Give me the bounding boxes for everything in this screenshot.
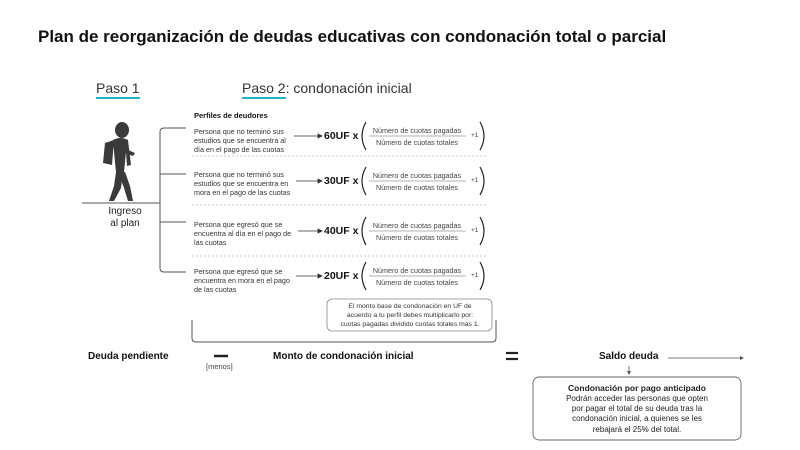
profile-2-text (194, 170, 302, 197)
plus-one-4: +1 (471, 272, 479, 279)
person-walking-icon (103, 122, 135, 201)
profile-2-line2: estudios que se encuentra en (194, 179, 289, 188)
plus-one-2: +1 (471, 177, 479, 184)
fraction-2-denominator: Número de cuotas totales (376, 183, 458, 192)
fraction-2-numerator: Número de cuotas pagadas (372, 171, 462, 180)
monto-condonacion-label: Monto de condonación inicial (273, 351, 414, 362)
fraction-3-numerator: Número de cuotas pagadas (372, 221, 462, 230)
anticipado-content (535, 383, 739, 435)
anticipado-line2: por pagar el total de su deuda tras la (571, 404, 703, 414)
anticipado-line4: rebajará el 25% del total. (592, 424, 682, 434)
profile-3-amount: 40UF x (324, 225, 359, 237)
paren-left-1 (362, 122, 366, 150)
plus-one-1: +1 (471, 132, 479, 139)
anticipado-line1: Podrán acceder las personas que opten (566, 394, 708, 403)
paren-left-2 (362, 167, 366, 195)
note-line2: acuerdo a tu perfil debes multiplicarlo por: (346, 312, 474, 319)
step-2-rest: : condonación inicial (285, 80, 412, 96)
profile-2-line1: Persona que no terminó sus (194, 170, 284, 179)
profile-1-amount: 60UF x (324, 130, 359, 142)
minus-label: [menos] (206, 362, 233, 371)
arrow-head-4 (318, 274, 322, 278)
profile-1-line2: estudios que se encuentra al (194, 136, 286, 145)
fraction-1-denominator: Número de cuotas totales (376, 138, 458, 147)
paren-right-3 (480, 217, 484, 245)
anticipado-line3: condonación inicial, a quienes se les (572, 414, 702, 424)
profile-4-text (194, 267, 302, 294)
profile-1-text (194, 127, 299, 154)
person-label-line2: al plan (110, 218, 140, 229)
arrow-head-1 (318, 134, 322, 138)
profile-4-line3: de las cuotas (194, 285, 237, 294)
profile-1-line1: Persona que no terminó sus (194, 127, 284, 136)
paren-right-2 (480, 167, 484, 195)
deuda-pendiente-label: Deuda pendiente (88, 351, 169, 362)
profile-3-text (194, 220, 304, 247)
profile-1-line3: día en el pago de las cuotas (194, 145, 284, 154)
profile-3-line1: Persona que egresó que se (194, 220, 283, 229)
fraction-3-denominator: Número de cuotas totales (376, 233, 458, 242)
step-1-text: Paso 1 (96, 80, 140, 99)
anticipado-title: Condonación por pago anticipado (568, 383, 706, 393)
person-label (100, 206, 150, 230)
paren-left-3 (362, 217, 366, 245)
paren-left-4 (362, 262, 366, 290)
profile-4-line2: encuentra en mora en el pago (194, 276, 290, 285)
profile-4-line1: Persona que egresó que se (194, 267, 283, 276)
note-text (330, 302, 490, 329)
arrow-head-2 (318, 179, 322, 183)
arrow-head-3 (318, 229, 322, 233)
branch-4 (160, 268, 186, 272)
down-arrow-head (627, 371, 631, 375)
branch-1 (160, 128, 186, 132)
profile-2-line3: mora en el pago de las cuotas (194, 188, 291, 197)
note-line1: El monto base de condonación en UF de (348, 303, 472, 310)
paren-right-1 (480, 122, 484, 150)
profile-3-line2: encuentra al día en el pago de (194, 229, 292, 238)
page-title: Plan de reorganización de deudas educativas con condonación total o parcial (38, 27, 667, 46)
profile-4-amount: 20UF x (324, 270, 359, 282)
paren-right-4 (480, 262, 484, 290)
profile-2-amount: 30UF x (324, 175, 359, 187)
fraction-4-denominator: Número de cuotas totales (376, 278, 458, 287)
profile-3-line3: las cuotas (194, 238, 227, 247)
saldo-arrow-head (740, 356, 744, 360)
saldo-deuda-label: Saldo deuda (599, 351, 659, 362)
step-2-prefix: Paso 2 (242, 80, 286, 99)
note-line3: cuotas pagadas dividido cuotas totales más 1. (340, 321, 480, 328)
plus-one-3: +1 (471, 227, 479, 234)
fraction-1-numerator: Número de cuotas pagadas (372, 126, 462, 135)
person-label-line1: Ingreso (108, 206, 142, 217)
fraction-4-numerator: Número de cuotas pagadas (372, 266, 462, 275)
profiles-heading: Perfiles de deudores (194, 111, 268, 120)
